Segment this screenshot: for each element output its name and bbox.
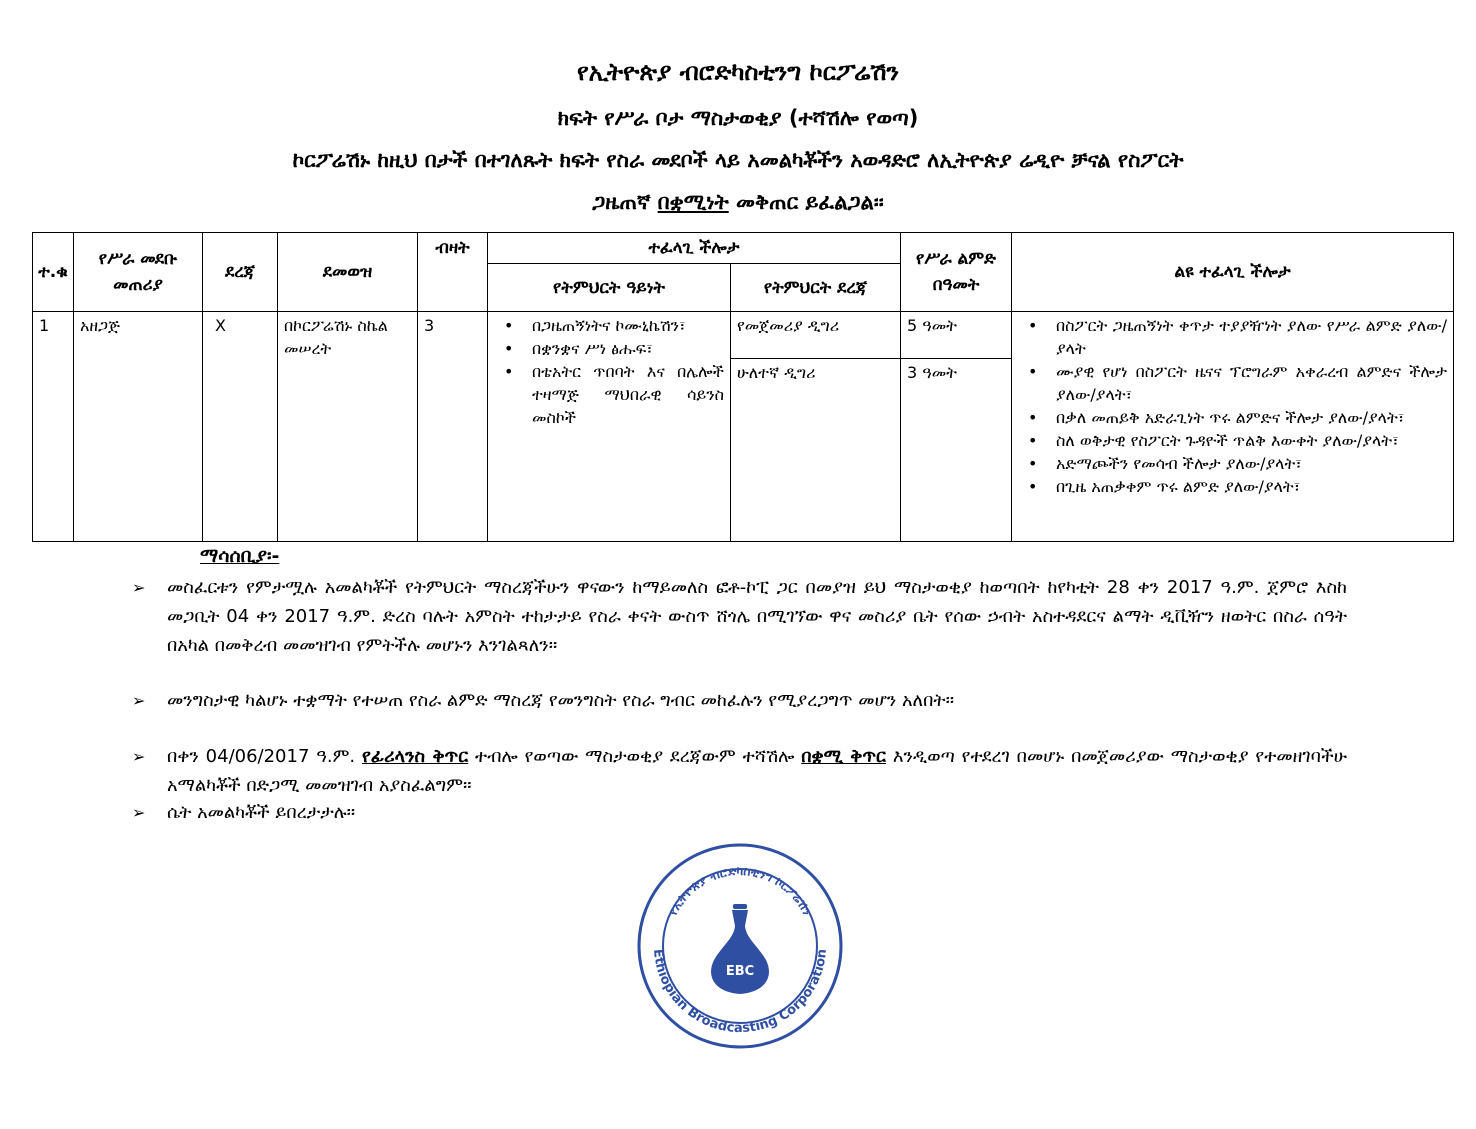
note-text: ሴት አመልካቾች ይበረታታሉ፡፡ — [167, 802, 356, 823]
cell-experience-2: 3 ዓመት — [901, 359, 1012, 542]
note-permanent-term: በቋሚ ቅጥር — [801, 746, 886, 767]
note-freelance-term: የፊሪላንስ ቅጥር — [361, 746, 469, 767]
note-text: መስፈርቱን የምታሟሉ አመልካቾች የትምህርት ማስረጃችሁን ዋናውን ከማይመለስ ፎቶ-ኮፒ ጋር በመያዝ ይህ ማስታወቂያ ከወጣበት ከየካቲት 28 ቀን 2017 ዓ.ም. ጀምሮ እስከ መጋቢት 04 ቀን 2017 ዓ.ም. ድረስ ባሉት አምስት ተከታታይ የስራ ቀናት ውስጥ ሸጎሌ በሚገኘው ዋና መስሪያ ቤት የሰው ኃብት አስተዳደርና ልማት ዲቪዥን ዘወትር በስራ ሰዓት በአካል በመቅረብ መመዝገብ የምትችሉ መሆኑን እንገልጻለን፡፡ — [167, 577, 1347, 656]
intro-line-2-part-c: መቅጠር ይፈልጋል፡፡ — [728, 190, 884, 214]
intro-line-2-part-a: ጋዜጠኛ — [592, 190, 658, 214]
header-job-title: የሥራ መደቡ መጠሪያ — [74, 233, 203, 312]
tower-icon — [711, 904, 769, 994]
intro-line-2 — [0, 190, 1476, 215]
note-text-part: በቀን 04/06/2017 ዓ.ም. — [167, 746, 362, 767]
cell-special-qualifications — [1012, 312, 1454, 542]
seal-emblem-text: EBC — [725, 964, 755, 979]
list-item: • በጊዜ አጠቃቀም ጥሩ ልምድ ያለው/ያላት፣ — [1018, 475, 1447, 498]
header-no: ተ.ቁ — [33, 233, 74, 312]
list-item: • በስፖርት ጋዜጠኝነት ቀጥታ ተያያዥነት ያለው የሥራ ልምድ ያለው/ያላት — [1018, 314, 1447, 360]
arrow-bullet-icon: ➢ — [132, 803, 146, 822]
header-quantity: ብዛት — [418, 233, 488, 312]
header-salary: ደመወዝ — [278, 233, 418, 312]
list-item: • በቴአትር ጥበባት እና በሌሎች ተዛማጅ ማህበራዊ ሳይንስ መስኮች — [494, 360, 724, 429]
list-item: • በጋዜጠኝነትና ኮሙኒኬሽን፣ — [494, 314, 724, 337]
cell-grade: X — [203, 312, 278, 542]
cell-education-level-2: ሁለተኛ ዲግሪ — [731, 359, 901, 542]
note-item — [132, 742, 1347, 800]
note-text — [167, 742, 1347, 800]
cell-education-types — [488, 312, 731, 542]
org-name: የኢትዮጵያ ብሮድካስቲንግ ኮርፖሬሽን — [576, 58, 900, 86]
note-item — [132, 686, 1347, 715]
cell-job-title: አዘጋጅ — [74, 312, 203, 542]
ebc-seal-logo — [636, 842, 844, 1050]
list-item: • በቃለ መጠይቅ አድራጊነት ጥሩ ልምድና ችሎታ ያለው/ያላት፣ — [1018, 406, 1447, 429]
intro-permanent-word: በቋሚነት — [657, 190, 729, 214]
list-item: • ሙያዊ የሆነ በስፖርት ዜናና ፕሮግራም አቀራረብ ልምድና ችሎታ ያለው/ያላት፣ — [1018, 360, 1447, 406]
seal-amharic-text: የኢትዮጵያ ብሮድካስቲንግ ኮርፖሬሽን — [665, 863, 815, 918]
note-text-part: ተብሎ የወጣው ማስታወቂያ ደረጃውም ተሻሽሎ — [468, 746, 802, 767]
list-item: • አድማጮችን የመሳብ ችሎታ ያለው/ያላት፣ — [1018, 452, 1447, 475]
arrow-bullet-icon: ➢ — [132, 578, 146, 597]
cell-experience-1: 5 ዓመት — [901, 312, 1012, 359]
header-special-qualification: ልዩ ተፈላጊ ችሎታ — [1012, 233, 1454, 312]
table-row — [33, 312, 1454, 359]
header-education-level: የትምህርት ደረጃ — [731, 264, 901, 312]
intro-line-1: ኮርፖሬሽኑ ከዚህ በታች በተገለጹት ክፍት የስራ መደቦች ላይ አመልካቾችን አወዳድሮ ለኢትዮጵያ ሬዲዮ ቻናል የስፖርት — [292, 148, 1184, 172]
note-item — [132, 798, 1347, 827]
cell-no: 1 — [33, 312, 74, 542]
list-item: • በቋንቋና ሥነ ፅሑፍ፣ — [494, 337, 724, 360]
header-experience: የሥራ ልምድ በዓመት — [901, 233, 1012, 312]
header-required-qualification: ተፈላጊ ችሎታ — [488, 233, 901, 264]
notice-title: ክፍት የሥራ ቦታ ማስታወቂያ (ተሻሽሎ የወጣ) — [557, 106, 919, 130]
header-education-type: የትምህርት ዓይነት — [488, 264, 731, 312]
note-text: መንግስታዊ ካልሆኑ ተቋማት የተሠጠ የስራ ልምድ ማስረጃ የመንግስት የስራ ግብር መከፈሉን የሚያረጋግጥ መሆን አለበት፡፡ — [167, 690, 955, 711]
cell-quantity: 3 — [418, 312, 488, 542]
note-text-part: እንዲወጣ የተደረገ በመሆኑ በመጀመሪያው ማስታወቂያ የተመዘገባችሁ አማልካቾች በድጋሚ መመዝገብ አያስፈልግም፡፡ — [167, 746, 1347, 796]
seal-english-text: Ethiopian Broadcasting Corporation — [649, 948, 831, 1037]
svg-text:የኢትዮጵያ ብሮድካስቲንግ ኮርፖሬሽን — [666, 864, 815, 918]
list-item: • ስለ ወቅታዊ የስፖርት ጉዳዮች ጥልቅ እውቀት ያለው/ያላት፣ — [1018, 429, 1447, 452]
header-grade: ደረጃ — [203, 233, 278, 312]
arrow-bullet-icon: ➢ — [132, 691, 146, 710]
notes-title: ማሳሰቢያ፡- — [200, 545, 280, 567]
cell-education-level-1: የመጀመሪያ ዲግሪ — [731, 312, 901, 359]
cell-salary: በኮርፖሬሽኑ ስኬል መሠረት — [278, 312, 418, 542]
note-item — [132, 573, 1347, 660]
arrow-bullet-icon: ➢ — [132, 747, 146, 766]
job-table — [32, 232, 1454, 542]
